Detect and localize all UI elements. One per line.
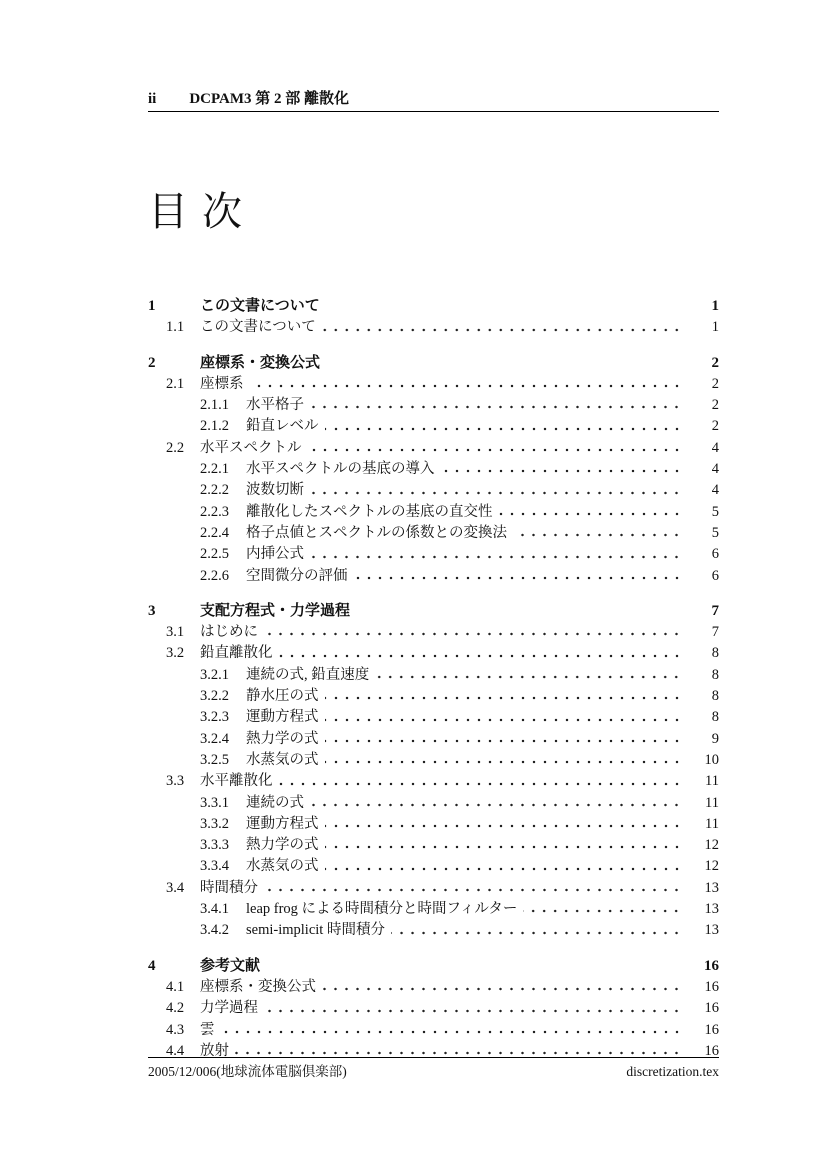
toc-dot-leader: [221, 1029, 683, 1035]
toc-entry-number: 4.3: [166, 1021, 185, 1038]
toc-entry-title: 水蒸気の式: [246, 751, 319, 768]
toc-entry: [148, 564, 719, 585]
toc-entry-page: 16: [704, 1021, 719, 1038]
footer-right-text: discretization.tex: [626, 1064, 719, 1079]
toc-entry: [148, 727, 719, 748]
toc-entry-number: 4: [148, 957, 156, 974]
footer-left-text: 2005/12/006(地球流体電脳倶楽部): [148, 1064, 347, 1079]
toc-entry-number: 2.1: [166, 375, 185, 392]
toc-entry: [148, 897, 719, 918]
toc-list: [148, 280, 719, 1060]
toc-entry-title: 力学過程: [200, 1000, 258, 1017]
toc-entry-page: 13: [704, 922, 719, 939]
toc-entry: [148, 954, 719, 975]
toc-dot-leader: [523, 908, 682, 914]
running-header: [148, 90, 719, 112]
toc-entry-title: 連続の式: [246, 794, 304, 811]
toc-entry-number: 3.3.2: [200, 815, 229, 832]
toc-entry-title: 熱力学の式: [246, 730, 319, 747]
toc-entry-page: 11: [705, 773, 719, 790]
toc-entry-title: 参考文献: [200, 957, 261, 974]
toc-dot-leader: [325, 717, 683, 723]
toc-entry: [148, 599, 719, 620]
toc-entry-title: はじめに: [200, 624, 258, 641]
toc-entry-page: 16: [704, 978, 719, 995]
toc-entry-title: 水平スペクトルの基底の導入: [246, 461, 435, 478]
toc-dot-leader: [325, 759, 683, 765]
toc-entry-page: 1: [711, 298, 719, 314]
toc-dot-leader: [325, 844, 683, 850]
toc-entry-number: 3.3.4: [200, 858, 229, 875]
toc-entry-page: 5: [711, 503, 719, 520]
toc-entry-number: 1.1: [166, 319, 185, 336]
toc-entry-title: 鉛直離散化: [200, 645, 273, 662]
toc-entry-page: 7: [711, 602, 719, 619]
toc-entry-number: 3.2.4: [200, 730, 229, 747]
toc-entry-title: 静水圧の式: [246, 688, 319, 705]
toc-entry-number: 3.1: [166, 624, 185, 641]
toc-dot-leader: [310, 490, 682, 496]
toc-entry-title: 水平離散化: [200, 773, 273, 790]
toc-entry-title: この文書について: [200, 319, 316, 336]
toc-entry: [148, 833, 719, 854]
toc-dot-leader: [326, 362, 682, 368]
toc-entry-title: 波数切断: [246, 482, 304, 499]
toc-entry-title: 熱力学の式: [246, 837, 319, 854]
toc-entry-title: 放射: [200, 1042, 229, 1059]
page-footer: [148, 1057, 719, 1080]
toc-dot-leader: [325, 738, 683, 744]
toc-title: 目 次: [148, 189, 244, 234]
toc-entry: [148, 436, 719, 457]
toc-entry: [148, 351, 719, 372]
toc-entry: [148, 641, 719, 662]
toc-entry: [148, 812, 719, 833]
toc-entry: [148, 414, 719, 435]
toc-dot-leader: [279, 781, 683, 787]
toc-entry: [148, 478, 719, 499]
toc-entry-number: 2.2.4: [200, 524, 229, 541]
toc-entry-number: 4.2: [166, 1000, 185, 1017]
toc-entry-number: 2.2: [166, 439, 185, 456]
toc-entry-title: この文書について: [200, 298, 320, 314]
toc-entry-page: 16: [704, 1000, 719, 1017]
toc-dot-leader: [310, 404, 682, 410]
toc-entry-number: 4.1: [166, 978, 185, 995]
toc-entry-page: 8: [711, 645, 719, 662]
toc-entry-number: 3: [148, 602, 156, 619]
toc-dot-leader: [308, 447, 683, 453]
toc-entry: [148, 620, 719, 641]
toc-entry: [148, 705, 719, 726]
toc-entry-page: 4: [711, 439, 719, 456]
toc-entry-number: 3.3.3: [200, 837, 229, 854]
toc-entry-title: 鉛直レベル: [246, 418, 319, 435]
toc-entry-page: 4: [711, 482, 719, 499]
toc-dot-leader: [325, 823, 683, 829]
toc-dot-leader: [499, 511, 683, 517]
toc-entry-page: 12: [704, 837, 719, 854]
toc-entry-number: 3.3.1: [200, 794, 229, 811]
toc-entry-page: 9: [711, 730, 719, 747]
toc-entry-page: 7: [711, 624, 719, 641]
toc-entry-page: 16: [704, 957, 719, 974]
toc-dot-leader: [322, 327, 682, 333]
toc-dot-leader: [513, 532, 682, 538]
toc-dot-leader: [354, 575, 683, 581]
toc-entry-number: 1: [148, 298, 156, 314]
toc-dot-leader: [264, 1008, 682, 1014]
header-page-number: ii: [148, 91, 157, 107]
toc-entry-page: 8: [711, 709, 719, 726]
toc-entry: [148, 663, 719, 684]
header-running-title: DCPAM3 第 2 部 離散化: [189, 91, 350, 107]
toc-entry-title: 内挿公式: [246, 546, 304, 563]
toc-entry-title: 水平スペクトル: [200, 439, 302, 456]
toc-dot-leader: [326, 305, 682, 311]
toc-entry: [148, 457, 719, 478]
toc-entry-number: 2.2.3: [200, 503, 229, 520]
toc-entry-number: 3.4: [166, 879, 185, 896]
toc-entry-number: 2.1.1: [200, 397, 229, 414]
toc-entry-number: 3.3: [166, 773, 185, 790]
toc-entry-page: 2: [711, 375, 719, 392]
toc-entry-title: 連続の式, 鉛直速度: [246, 666, 370, 683]
toc-dot-leader: [264, 887, 682, 893]
toc-entry-title: 離散化したスペクトルの基底の直交性: [246, 503, 493, 520]
toc-entry-title: 時間積分: [200, 879, 258, 896]
toc-entry-number: 4.4: [166, 1042, 185, 1059]
toc-entry: [148, 542, 719, 563]
toc-entry: [148, 854, 719, 875]
toc-dot-leader: [235, 1050, 682, 1056]
toc-entry-page: 10: [704, 751, 719, 768]
toc-entry: [148, 918, 719, 939]
toc-entry-page: 2: [711, 354, 719, 371]
toc-entry: [148, 748, 719, 769]
toc-entry: [148, 393, 719, 414]
toc-entry-page: 5: [711, 524, 719, 541]
toc-entry-title: 水蒸気の式: [246, 858, 319, 875]
toc-entry-title: semi-implicit 時間積分: [246, 922, 385, 939]
toc-entry-page: 4: [711, 461, 719, 478]
toc-entry-number: 2.2.6: [200, 567, 229, 584]
toc-entry-page: 8: [711, 666, 719, 683]
toc-entry-page: 8: [711, 688, 719, 705]
toc-entry-number: 2: [148, 354, 156, 371]
toc-entry-number: 2.2.1: [200, 461, 229, 478]
toc-entry: [148, 315, 719, 336]
toc-entry-title: 運動方程式: [246, 815, 319, 832]
toc-dot-leader: [325, 695, 683, 701]
toc-entry-number: 3.2.3: [200, 709, 229, 726]
toc-entry-number: 3.4.1: [200, 901, 229, 918]
toc-entry: [148, 975, 719, 996]
toc-entry-page: 2: [711, 397, 719, 414]
toc-dot-leader: [356, 610, 682, 616]
toc-entry-page: 13: [704, 901, 719, 918]
toc-dot-leader: [375, 674, 682, 680]
toc-entry-number: 2.2.5: [200, 546, 229, 563]
toc-entry-page: 11: [705, 815, 719, 832]
toc-entry-title: 座標系・変換公式: [200, 354, 321, 371]
toc-entry-number: 2.2.2: [200, 482, 229, 499]
toc-entry-page: 12: [704, 858, 719, 875]
toc-dot-leader: [264, 631, 682, 637]
toc-entry: [148, 521, 719, 542]
toc-entry-title: leap frog による時間積分と時間フィルター: [246, 901, 518, 918]
toc-entry-number: 3.2.1: [200, 666, 229, 683]
toc-entry-page: 6: [711, 567, 719, 584]
toc-entry: [148, 876, 719, 897]
toc-dot-leader: [322, 986, 682, 992]
toc-entry-title: 運動方程式: [246, 709, 319, 726]
toc-dot-leader: [310, 802, 682, 808]
toc-dot-leader: [325, 426, 683, 432]
toc-entry-page: 6: [711, 546, 719, 563]
toc-entry-number: 3.2.2: [200, 688, 229, 705]
toc-dot-leader: [325, 866, 683, 872]
toc-entry: [148, 372, 719, 393]
toc-dot-leader: [250, 383, 683, 389]
toc-dot-leader: [279, 653, 683, 659]
toc-entry: [148, 294, 719, 315]
toc-dot-leader: [266, 965, 682, 971]
toc-entry-page: 16: [704, 1042, 719, 1059]
toc-entry: [148, 996, 719, 1017]
toc-entry-title: 雲: [200, 1021, 215, 1038]
toc-entry-title: 座標系: [200, 375, 244, 392]
toc-entry-number: 3.4.2: [200, 922, 229, 939]
toc-entry: [148, 500, 719, 521]
toc-entry-page: 2: [711, 418, 719, 435]
toc-entry-number: 3.2: [166, 645, 185, 662]
toc-entry: [148, 769, 719, 790]
toc-entry: [148, 1018, 719, 1039]
toc-entry-title: 支配方程式・力学過程: [200, 602, 351, 619]
toc-entry: [148, 791, 719, 812]
toc-entry-page: 13: [704, 879, 719, 896]
toc-dot-leader: [391, 930, 682, 936]
toc-entry: [148, 684, 719, 705]
toc-entry-title: 座標系・変換公式: [200, 978, 316, 995]
toc-entry-page: 1: [711, 319, 719, 336]
toc-entry-title: 水平格子: [246, 397, 304, 414]
toc-entry-number: 3.2.5: [200, 751, 229, 768]
toc-dot-leader: [310, 554, 682, 560]
toc-dot-leader: [441, 468, 683, 474]
toc-entry-title: 空間微分の評価: [246, 567, 348, 584]
toc-entry-page: 11: [705, 794, 719, 811]
toc-entry-title: 格子点値とスペクトルの係数との変換法: [246, 524, 507, 541]
toc-entry-number: 2.1.2: [200, 418, 229, 435]
